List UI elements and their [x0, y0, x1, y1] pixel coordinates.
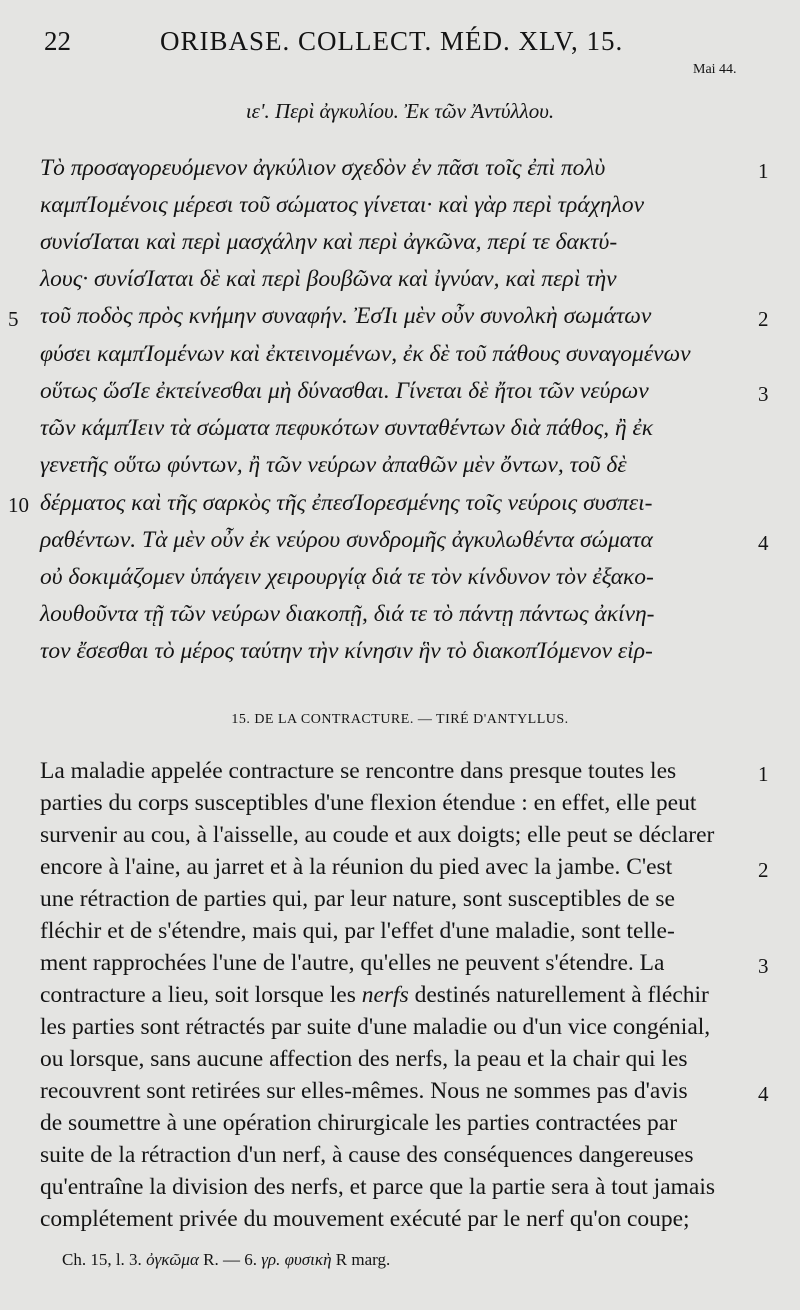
greek-chapter-title: ιε'. Περὶ ἀγκυλίου. Ἐκ τῶν Ἀντύλλου.: [245, 99, 555, 123]
date-note: Mai 44.: [693, 62, 737, 77]
french-line: une rétraction de parties qui, par leur nature, sont susceptibles de se: [40, 886, 675, 912]
line-number: 10: [8, 493, 29, 517]
french-line: suite de la rétraction d'un nerf, à cause des conséquences dangereuses: [40, 1142, 694, 1168]
greek-line: τον ἔσεσθαι τὸ μέρος ταύτην τὴν κίνησιν ἣν τὸ διακοπΊόμενον εἰρ-: [40, 638, 653, 664]
line-number: 5: [8, 307, 19, 331]
greek-line: ραθέντων. Τὰ μὲν οὖν ἐκ νεύρου συνδρομῆς ἀγκυλωθέντα σώματα: [40, 527, 653, 553]
greek-line: φύσει καμπΊομένων καὶ ἐκτεινομένων, ἐκ δὲ τοῦ πάθους συναγομένων: [40, 341, 691, 367]
greek-line: οὕτως ὥσΊε ἐκτείνεσθαι μὴ δύνασθαι. Γίνεται δὲ ἤτοι τῶν νεύρων: [40, 378, 649, 404]
greek-line: δέρματος καὶ τῆς σαρκὸς τῆς ἐπεσΊορεσμένης τοῖς νεύροις συσπει-: [40, 490, 653, 516]
section-number: 4: [758, 531, 769, 555]
french-line: de soumettre à une opération chirurgicale les parties contractées par: [40, 1110, 678, 1136]
greek-line: οὐ δοκιμάζομεν ὑπάγειν χειρουργίᾳ διά τε τὸν κίνδυνον τὸν ἐξακο-: [40, 564, 654, 590]
section-number: 4: [758, 1082, 769, 1106]
greek-line: γενετῆς οὕτω φύντων, ἢ τῶν νεύρων ἀπαθῶν μὲν ὄντων, τοῦ δὲ: [40, 452, 627, 478]
french-line: La maladie appelée contracture se rencontre dans presque toutes les: [40, 758, 677, 784]
footnote: Ch. 15, l. 3. ὀγκῶμα R. — 6. γρ. φυσικὴ R marg.: [62, 1250, 391, 1269]
greek-line: λους· συνίσΊαται δὲ καὶ περὶ βουβῶνα καὶ ἰγνύαν, καὶ περὶ τὴν: [40, 266, 617, 292]
french-line: ment rapprochées l'une de l'autre, qu'elles ne peuvent s'étendre. La: [40, 950, 665, 976]
french-line: ou lorsque, sans aucune affection des nerfs, la peau et la chair qui les: [40, 1046, 688, 1072]
french-line: qu'entraîne la division des nerfs, et parce que la partie sera à tout jamais: [40, 1174, 716, 1200]
greek-line: τῶν κάμπΊειν τὰ σώματα πεφυκότων συνταθέντων διὰ πάθος, ἢ ἐκ: [40, 415, 654, 441]
section-number: 2: [758, 307, 769, 331]
french-line: survenir au cou, à l'aisselle, au coude et aux doigts; elle peut se déclarer: [40, 822, 715, 848]
section-number: 1: [758, 762, 769, 786]
french-line: encore à l'aine, au jarret et à la réunion du pied avec la jambe. C'est: [40, 854, 673, 880]
greek-line: Τὸ προσαγορευόμενον ἀγκύλιον σχεδὸν ἐν πᾶσι τοῖς ἐπὶ πολὺ: [40, 155, 606, 181]
greek-line: τοῦ ποδὸς πρὸς κνήμην συναφήν. ἘσΊι μὲν οὖν συνολκὴ σωμάτων: [40, 303, 652, 329]
french-line: complétement privée du mouvement exécuté par le nerf qu'on coupe;: [40, 1206, 690, 1232]
french-line: contracture a lieu, soit lorsque les nerfs destinés naturellement à fléchir: [40, 982, 709, 1008]
running-title: ORIBASE. COLLECT. MÉD. XLV, 15.: [160, 26, 624, 56]
section-number: 3: [758, 954, 769, 978]
french-line: les parties sont rétractés par suite d'une maladie ou d'un vice congénial,: [40, 1014, 711, 1040]
greek-line: συνίσΊαται καὶ περὶ μασχάλην καὶ περὶ ἀγκῶνα, περί τε δακτύ-: [40, 229, 618, 255]
french-chapter-title: 15. DE LA CONTRACTURE. — TIRÉ D'ANTYLLUS.: [231, 712, 569, 727]
section-number: 2: [758, 858, 769, 882]
section-number: 1: [758, 159, 769, 183]
greek-line: καμπΊομένοις μέρεσι τοῦ σώματος γίνεται· καὶ γὰρ περὶ τράχηλον: [40, 192, 645, 218]
section-number: 3: [758, 382, 769, 406]
page-number: 22: [44, 26, 71, 56]
french-line: recouvrent sont retirées sur elles-mêmes. Nous ne sommes pas d'avis: [40, 1078, 688, 1104]
french-line: parties du corps susceptibles d'une flexion étendue : en effet, elle peut: [40, 790, 697, 816]
french-line: fléchir et de s'étendre, mais qui, par l'effet d'une maladie, sont telle-: [40, 918, 675, 944]
italic-word: nerfs: [361, 982, 409, 1008]
greek-line: λουθοῦντα τῇ τῶν νεύρων διακοπῇ, διά τε τὸ πάντῃ πάντως ἀκίνη-: [40, 601, 655, 627]
